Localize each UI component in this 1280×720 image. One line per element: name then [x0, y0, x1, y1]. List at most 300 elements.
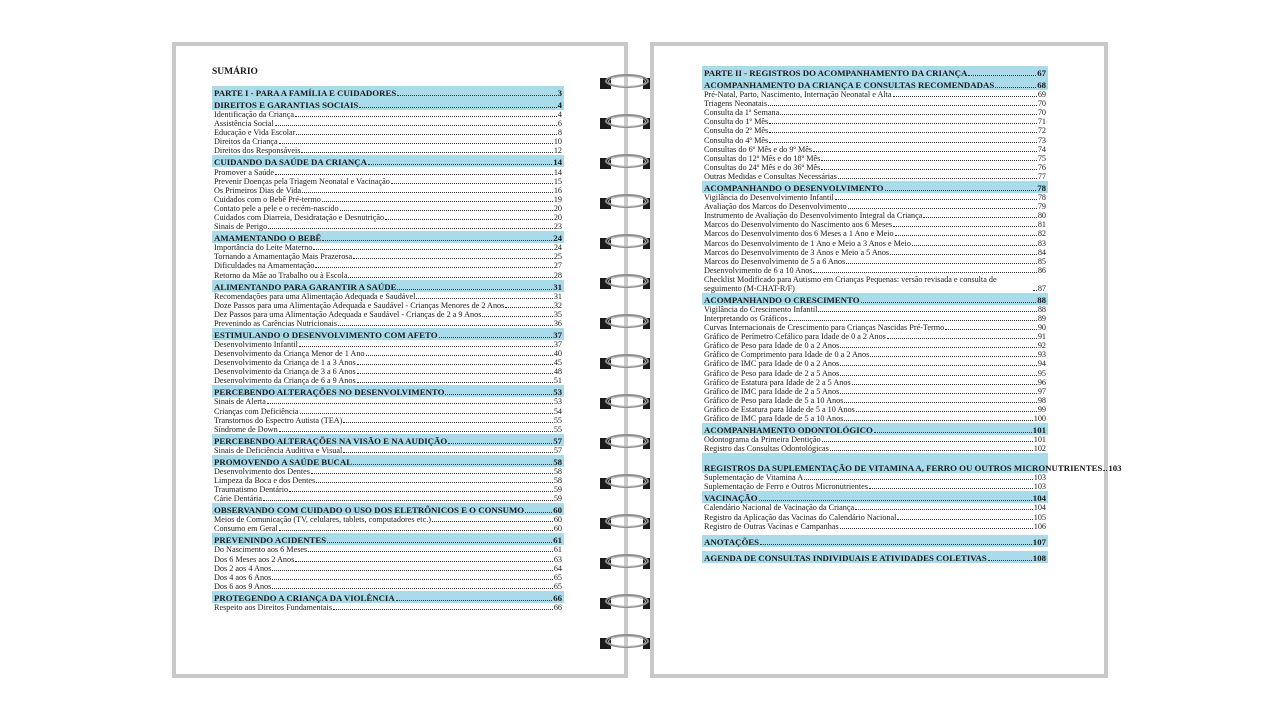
toc-section-direitos-e-garantias-sociais[interactable] — [212, 98, 564, 110]
toc-entry-limpeza-da-boca-e-dos-dentes[interactable] — [212, 476, 564, 485]
dot-leader — [275, 174, 553, 175]
toc-entry-marcos-do-desenvolvimento-do-nascimento-[interactable] — [702, 220, 1048, 229]
toc-page-number: 60 — [553, 524, 562, 534]
toc-page-number: 60 — [553, 515, 562, 525]
dot-leader — [768, 105, 1037, 106]
dot-leader — [840, 393, 1037, 394]
toc-section-registros-da-suplementacao-de-vitamina-a[interactable] — [702, 453, 1122, 474]
toc-section-acompanhando-o-crescimento[interactable] — [702, 293, 1048, 305]
toc-section-percebendo-alteracoes-no-desenvolvimento[interactable] — [212, 385, 564, 397]
toc-entry-title: Triagens Neonatais — [704, 99, 768, 109]
toc-entry-title: Marcos do Desenvolvimento dos 6 Meses a 1 Ano e Meio — [704, 229, 894, 239]
toc-page-number: 4 — [557, 100, 562, 110]
toc-section-observando-com-cuidado-o-uso-dos-eletron[interactable] — [212, 503, 564, 515]
toc-entry-title: Prevenindo as Carências Nutricionais — [214, 318, 338, 328]
toc-entry-triagens-neonatais[interactable] — [702, 99, 1048, 108]
dot-leader — [272, 579, 552, 580]
dot-leader — [912, 245, 1037, 246]
toc-title: SUMÁRIO — [212, 67, 258, 77]
dot-leader — [856, 411, 1037, 412]
toc-entry-title: Cuidados com o Bebê Pré-termo — [214, 194, 321, 204]
dot-leader — [279, 530, 553, 531]
toc-entry-grafico-de-imc-para-idade-de-5-a-10-anos[interactable] — [702, 414, 1048, 423]
toc-entry-title: Registro de Outras Vacinas e Campanhas — [704, 521, 839, 531]
toc-page-number: 27 — [553, 261, 562, 271]
toc-entry-registro-de-outras-vacinas-e-campanhas[interactable] — [702, 522, 1048, 531]
toc-entry-consulta-do-1-mes[interactable] — [702, 117, 1048, 126]
toc-entry-marcos-do-desenvolvimento-de-5-a-6-anos[interactable] — [702, 257, 1048, 266]
toc-entry-title: DIREITOS E GARANTIAS SOCIAIS — [214, 100, 359, 110]
toc-section-promovendo-a-saude-bucal[interactable] — [212, 455, 564, 467]
toc-entry-title: Desenvolvimento de 6 a 10 Anos — [704, 265, 813, 275]
toc-entry-consultas-do-24-mes-e-do-36-mes[interactable] — [702, 163, 1048, 172]
toc-entry-title: Marcos do Desenvolvimento de 3 Anos e Meio a 5 Anos — [704, 247, 890, 257]
spiral-coil — [600, 638, 654, 650]
toc-entry-title: Retorno da Mãe ao Trabalho ou à Escola — [214, 270, 348, 280]
toc-entry-retorno-da-mae-ao-trabalho-ou-a-escola[interactable] — [212, 270, 564, 279]
toc-entry-title: Educação e Vida Escolar — [214, 128, 296, 138]
toc-entry-title: Calendário Nacional de Vacinação da Criança — [704, 503, 855, 513]
toc-entry-title: Consumo em Geral — [214, 524, 278, 534]
dot-leader — [311, 473, 553, 474]
toc-page-number: 4 — [557, 110, 562, 120]
dot-leader — [855, 509, 1033, 510]
toc-section-anotacoes[interactable] — [702, 535, 1048, 547]
toc-entry-direitos-da-crianca[interactable] — [212, 137, 564, 146]
toc-entry-title: Pré-Natal, Parto, Nascimento, Internação Neonatal e Alta — [704, 90, 892, 100]
left-page — [172, 42, 628, 678]
toc-entry-desenvolvimento-da-crianca-menor-de-1-an[interactable] — [212, 349, 564, 358]
dot-leader — [368, 164, 552, 165]
toc-page-number: 32 — [553, 300, 562, 310]
toc-entry-title: Odontograma da Primeira Dentição — [704, 435, 821, 445]
dot-leader — [760, 544, 1032, 545]
toc-entry-title: ACOMPANHAMENTO DA CRIANÇA E CONSULTAS RECOMENDADAS — [704, 80, 995, 90]
toc-entry-consultas-do-6-mes-e-do-9-mes[interactable] — [702, 145, 1048, 154]
toc-page-number: 37 — [553, 339, 562, 349]
dot-leader — [1103, 470, 1107, 471]
toc-entry-grafico-de-estatura-para-idade-de-2-a-5-[interactable] — [702, 378, 1048, 387]
spiral-coil — [600, 78, 654, 90]
toc-entry-do-nascimento-aos-6-meses[interactable] — [212, 545, 564, 554]
toc-page-number: 88 — [1037, 304, 1046, 314]
toc-page-number: 60 — [553, 505, 562, 516]
dot-leader — [818, 311, 1036, 312]
dot-leader — [840, 375, 1037, 376]
toc-entry-dos-6-aos-9-anos[interactable] — [212, 582, 564, 591]
toc-page-number: 6 — [557, 119, 562, 129]
toc-section-acompanhamento-odontologico[interactable] — [702, 423, 1048, 435]
dot-leader — [279, 143, 553, 144]
toc-entry-grafico-de-peso-para-idade-de-5-a-10-ano[interactable] — [702, 396, 1048, 405]
toc-section-acompanhamento-da-crianca-e-consultas-re[interactable] — [702, 78, 1048, 90]
spiral-coil — [600, 198, 654, 210]
toc-entry-grafico-de-imc-para-idade-de-2-a-5-anos[interactable] — [702, 387, 1048, 396]
dot-leader — [874, 432, 1032, 433]
toc-entry-title: Cuidados com Diarreia, Desidratação e Desnutrição — [214, 213, 385, 223]
wire-ring-inner — [608, 516, 646, 527]
toc-page-number: 57 — [553, 435, 562, 446]
toc-entry-grafico-de-imc-para-idade-de-0-a-2-anos[interactable] — [702, 359, 1048, 368]
toc-entry-consumo-em-geral[interactable] — [212, 524, 564, 533]
toc-entry-desenvolvimento-de-6-a-10-anos[interactable] — [702, 266, 1048, 275]
toc-entry-os-primeiros-dias-de-vida[interactable] — [212, 186, 564, 195]
toc-page-number: 72 — [1037, 126, 1046, 136]
toc-entry-desenvolvimento-da-crianca-de-6-a-9-anos[interactable] — [212, 376, 564, 385]
toc-entry-pre-natal-parto-nascimento-internacao-ne[interactable] — [702, 90, 1048, 99]
dot-leader — [848, 208, 1037, 209]
toc-entry-suplementacao-de-ferro-e-outros-micronut[interactable] — [702, 482, 1048, 491]
toc-entry-grafico-de-comprimento-para-idade-de-0-a[interactable] — [702, 350, 1048, 359]
spiral-coil — [600, 518, 654, 530]
toc-entry-grafico-de-perimetro-cefalico-para-idade[interactable] — [702, 332, 1048, 341]
toc-entry-checklist-modificado-para-autismo-em-cri[interactable] — [702, 275, 1048, 293]
spiral-coil — [600, 478, 654, 490]
toc-entry-title: Transtornos do Espectro Autista (TEA) — [214, 415, 343, 425]
dot-leader — [890, 254, 1037, 255]
toc-entry-interpretando-os-graficos[interactable] — [702, 314, 1048, 323]
wire-ring-inner — [608, 636, 646, 647]
toc-entry-carie-dentaria[interactable] — [212, 494, 564, 503]
toc-entry-consulta-do-4-mes[interactable] — [702, 135, 1048, 144]
toc-entry-suplementacao-de-vitamina-a[interactable] — [702, 473, 1048, 482]
toc-entry-meios-de-comunicacao-tv-celulares-tablet[interactable] — [212, 515, 564, 524]
toc-page-number: 20 — [553, 203, 562, 213]
toc-entry-grafico-de-peso-para-idade-de-2-a-5-anos[interactable] — [702, 368, 1048, 377]
toc-entry-curvas-internacionais-de-crescimento-par[interactable] — [702, 323, 1048, 332]
dot-leader — [846, 263, 1037, 264]
toc-entry-assistencia-social[interactable] — [212, 119, 564, 128]
toc-entry-contato-pele-a-pele-e-o-recem-nascido[interactable] — [212, 204, 564, 213]
dot-leader — [505, 307, 552, 308]
toc-page-number: 103 — [1108, 463, 1122, 474]
toc-entry-title: Checklist Modificado para Autismo em Crianças Pequenas: versão revisada e consulta de seguimento (M-CHAT-R/F) — [704, 274, 997, 293]
toc-page-number: 96 — [1037, 377, 1046, 387]
toc-page-number: 53 — [553, 387, 562, 398]
toc-entry-title: Crianças com Deficiência — [214, 406, 299, 416]
toc-page-number: 99 — [1037, 404, 1046, 414]
dot-leader — [322, 201, 553, 202]
toc-page-number: 67 — [1037, 68, 1046, 78]
toc-page-number: 55 — [553, 415, 562, 425]
toc-page-number: 100 — [1033, 414, 1046, 423]
toc-page-number: 14 — [553, 167, 562, 177]
toc-page-number: 31 — [553, 291, 562, 301]
toc-entry-title: Marcos do Desenvolvimento de 5 a 6 Anos — [704, 256, 846, 266]
dot-leader — [343, 452, 553, 453]
dot-leader — [333, 609, 553, 610]
toc-entry-title: Consulta do 1º Mês — [704, 117, 769, 127]
toc-section-cuidando-da-saude-da-crianca[interactable] — [212, 155, 564, 167]
toc-entry-grafico-de-estatura-para-idade-de-5-a-10[interactable] — [702, 405, 1048, 414]
wire-ring-inner — [608, 276, 646, 287]
dot-leader — [968, 75, 1036, 76]
toc-entry-title: Dos 2 aos 4 Anos — [214, 563, 272, 573]
toc-page-number: 64 — [553, 563, 562, 573]
toc-page-number: 23 — [553, 222, 562, 232]
toc-page-number: 45 — [553, 358, 562, 368]
toc-entry-respeito-aos-direitos-fundamentais[interactable] — [212, 603, 564, 612]
toc-entry-title: Sinais de Deficiência Auditiva e Visual — [214, 445, 343, 455]
toc-page-number: 84 — [1037, 247, 1046, 257]
toc-entry-title: Registro da Aplicação das Vacinas do Calendário Nacional — [704, 512, 897, 522]
toc-entry-desenvolvimento-da-crianca-de-3-a-6-anos[interactable] — [212, 367, 564, 376]
toc-entry-title: Dez Passos para uma Alimentação Adequada e Saudável - Crianças de 2 a 9 Anos — [214, 309, 482, 319]
toc-entry-identificacao-da-crianca[interactable] — [212, 110, 564, 119]
toc-page-number: 78 — [1037, 182, 1046, 193]
toc-entry-dos-4-aos-6-anos[interactable] — [212, 573, 564, 582]
dot-leader — [861, 302, 1037, 303]
dot-leader — [357, 373, 553, 374]
toc-entry-title: ESTIMULANDO O DESENVOLVIMENTO COM AFETO — [214, 329, 438, 340]
dot-leader — [482, 316, 552, 317]
toc-entry-tornando-a-amamentacao-mais-prazerosa[interactable] — [212, 252, 564, 261]
dot-leader — [289, 491, 553, 492]
toc-entry-title: ACOMPANHANDO O DESENVOLVIMENTO — [704, 182, 884, 193]
toc-entry-title: Doze Passos para uma Alimentação Adequada e Saudável - Crianças Menores de 2 Anos — [214, 300, 505, 310]
dot-leader — [840, 347, 1037, 348]
dot-leader — [308, 551, 553, 552]
right-toc-rows — [702, 66, 1122, 563]
dot-leader — [525, 512, 552, 513]
dot-leader — [821, 160, 1037, 161]
dot-leader — [893, 226, 1037, 227]
toc-entry-consultas-do-12-mes-e-do-18-mes[interactable] — [702, 154, 1048, 163]
dot-leader — [813, 272, 1036, 273]
dot-leader — [267, 403, 553, 404]
toc-section-vacinacao[interactable] — [702, 491, 1048, 503]
toc-entry-title: ANOTAÇÕES — [704, 536, 760, 547]
toc-entry-cuidados-com-diarreia-desidratacao-e-des[interactable] — [212, 213, 564, 222]
dot-leader — [821, 169, 1037, 170]
toc-entry-desenvolvimento-dos-dentes[interactable] — [212, 467, 564, 476]
toc-page-number: 63 — [553, 554, 562, 564]
dot-leader — [1033, 290, 1037, 291]
toc-entry-promover-a-saude[interactable] — [212, 167, 564, 176]
dot-leader — [353, 258, 553, 259]
toc-entry-registro-das-consultas-odontologicas[interactable] — [702, 444, 1048, 453]
toc-entry-title: Meios de Comunicação (TV, celulares, tablets, computadores etc.) — [214, 515, 431, 525]
toc-section-acompanhando-o-desenvolvimento[interactable] — [702, 181, 1048, 193]
toc-page-number: 65 — [553, 572, 562, 582]
toc-entry-doze-passos-para-uma-alimentacao-adequad[interactable] — [212, 301, 564, 310]
dot-leader — [840, 365, 1037, 366]
dot-leader — [385, 219, 553, 220]
toc-entry-vigilancia-do-desenvolvimento-infantil[interactable] — [702, 193, 1048, 202]
toc-entry-educacao-e-vida-escolar[interactable] — [212, 128, 564, 137]
toc-entry-sinais-de-deficiencia-auditiva-e-visual[interactable] — [212, 446, 564, 455]
toc-page-number: 3 — [557, 88, 562, 98]
toc-section-protegendo-a-crianca-da-violencia[interactable] — [212, 591, 564, 603]
toc-page-number: 92 — [1037, 341, 1046, 351]
toc-section-prevenindo-acidentes[interactable] — [212, 533, 564, 545]
toc-entry-title: Vigilância do Desenvolvimento Infantil — [704, 193, 834, 203]
wire-ring-inner — [608, 236, 646, 247]
dot-leader — [844, 402, 1036, 403]
wire-ring-inner — [608, 436, 646, 447]
toc-entry-prevenindo-as-carencias-nutricionais[interactable] — [212, 319, 564, 328]
toc-entry-title: Consultas do 12º Mês e do 18º Mês — [704, 153, 821, 163]
toc-entry-title: Consulta do 2º Mês — [704, 126, 769, 136]
dot-leader — [869, 488, 1033, 489]
toc-entry-sinais-de-perigo[interactable] — [212, 222, 564, 231]
toc-entry-sindrome-de-down[interactable] — [212, 425, 564, 434]
toc-page-number: 25 — [553, 252, 562, 262]
toc-entry-dos-2-aos-4-anos[interactable] — [212, 564, 564, 573]
toc-entry-title: Os Primeiros Dias de Vida — [214, 185, 302, 195]
toc-entry-title: ACOMPANHANDO O CRESCIMENTO — [704, 294, 860, 305]
toc-entry-direitos-dos-responsaveis[interactable] — [212, 146, 564, 155]
dot-leader — [301, 152, 552, 153]
toc-page-number: 98 — [1037, 395, 1046, 405]
toc-entry-title: Desenvolvimento da Criança de 6 a 9 Anos — [214, 376, 356, 386]
toc-section-amamentando-o-bebe[interactable] — [212, 231, 564, 243]
toc-entry-title: Dos 6 Meses aos 2 Anos — [214, 554, 295, 564]
toc-entry-outras-medidas-e-consultas-necessarias[interactable] — [702, 172, 1048, 181]
toc-entry-grafico-de-peso-para-idade-de-0-a-2-anos[interactable] — [702, 341, 1048, 350]
wire-ring-inner — [608, 596, 646, 607]
toc-entry-title: Consulta do 4º Mês — [704, 135, 769, 145]
dot-leader — [322, 240, 552, 241]
toc-entry-instrumento-de-avaliacao-do-desenvolvime[interactable] — [702, 211, 1048, 220]
toc-entry-title: PREVENINDO ACIDENTES — [214, 535, 327, 546]
spiral-coil — [600, 158, 654, 170]
wire-ring-inner — [608, 156, 646, 167]
toc-page-number: 61 — [553, 545, 562, 555]
toc-page-number: 15 — [553, 176, 562, 186]
toc-entry-title: Dos 4 aos 6 Anos — [214, 572, 272, 582]
toc-entry-cuidados-com-o-bebe-pre-termo[interactable] — [212, 195, 564, 204]
toc-entry-title: Sinais de Perigo — [214, 222, 268, 232]
toc-entry-traumatismo-dentario[interactable] — [212, 485, 564, 494]
toc-section-percebendo-alteracoes-na-visao-e-na-audi[interactable] — [212, 434, 564, 446]
toc-page-number: 59 — [553, 494, 562, 504]
toc-page-number: 35 — [553, 309, 562, 319]
toc-page-number: 66 — [553, 592, 562, 603]
toc-page-number: 104 — [1033, 503, 1046, 513]
toc-entry-title: Gráfico de IMC para Idade de 2 a 5 Anos — [704, 386, 840, 396]
toc-entry-title: Direitos da Criança — [214, 137, 278, 147]
toc-section-parte-i-para-a-familia-e-cuidadores[interactable] — [212, 86, 564, 98]
dot-leader — [988, 560, 1032, 561]
toc-entry-consulta-da-1-semana[interactable] — [702, 108, 1048, 117]
toc-entry-desenvolvimento-da-crianca-de-1-a-3-anos[interactable] — [212, 358, 564, 367]
toc-entry-title: Dos 6 aos 9 Anos — [214, 581, 272, 591]
toc-entry-title: Contato pele a pele e o recém-nascido — [214, 203, 339, 213]
toc-entry-title: Desenvolvimento da Criança de 3 a 6 Anos — [214, 367, 356, 377]
toc-page-number: 59 — [553, 485, 562, 495]
toc-entry-title: Consultas do 6º Mês e do 9º Mês — [704, 144, 813, 154]
wire-ring-inner — [608, 396, 646, 407]
toc-entry-registro-da-aplicacao-das-vacinas-do-cal[interactable] — [702, 512, 1048, 521]
toc-entry-odontograma-da-primeira-denticao[interactable] — [702, 435, 1048, 444]
toc-page-number: 66 — [553, 602, 562, 612]
wire-ring-inner — [608, 476, 646, 487]
dot-leader — [316, 482, 553, 483]
toc-entry-title: Assistência Social — [214, 119, 274, 129]
toc-entry-vigilancia-do-crescimento-infantil[interactable] — [702, 305, 1048, 314]
toc-page-number: 68 — [1037, 80, 1046, 90]
toc-entry-recomendacoes-para-uma-alimentacao-adequ[interactable] — [212, 292, 564, 301]
wire-ring-inner — [608, 356, 646, 367]
toc-entry-avaliacao-dos-marcos-do-desenvolvimento[interactable] — [702, 202, 1048, 211]
toc-entry-title: Promover a Saúde — [214, 167, 275, 177]
dot-leader — [445, 394, 552, 395]
dot-leader — [397, 95, 556, 96]
toc-entry-marcos-do-desenvolvimento-dos-6-meses-a-[interactable] — [702, 229, 1048, 238]
dot-leader — [887, 338, 1037, 339]
toc-page-number: 95 — [1037, 368, 1046, 378]
toc-entry-title: PERCEBENDO ALTERAÇÕES NO DESENVOLVIMENTO — [214, 387, 445, 398]
dot-leader — [769, 123, 1037, 124]
toc-entry-calendario-nacional-de-vacinacao-da-cria[interactable] — [702, 503, 1048, 512]
toc-entry-title: Outras Medidas e Consultas Necessárias — [704, 171, 837, 181]
toc-section-alimentando-para-garantir-a-saude[interactable] — [212, 280, 564, 292]
toc-entry-title: Gráfico de Perímetro Cefálico para Idade de 0 a 2 Anos — [704, 332, 886, 342]
toc-entry-dificuldades-na-amamentacao[interactable] — [212, 261, 564, 270]
toc-entry-title: Desenvolvimento Infantil — [214, 339, 298, 349]
toc-entry-importancia-do-leite-materno[interactable] — [212, 243, 564, 252]
dot-leader — [313, 249, 552, 250]
toc-page-number: 40 — [553, 349, 562, 359]
dot-leader — [272, 570, 552, 571]
toc-page-number: 14 — [553, 157, 562, 168]
dot-leader — [769, 142, 1037, 143]
toc-page-number: 16 — [553, 185, 562, 195]
toc-entry-title: Limpeza da Boca e dos Dentes — [214, 476, 316, 485]
dot-leader — [893, 96, 1037, 97]
toc-entry-dos-6-meses-aos-2-anos[interactable] — [212, 554, 564, 563]
toc-entry-title: AMAMENTANDO O BEBÊ — [214, 233, 322, 244]
toc-entry-title: Prevenir Doenças pela Triagem Neonatal e Vacinação — [214, 176, 390, 186]
toc-entry-title: Tornando a Amamentação Mais Prazerosa — [214, 252, 353, 262]
wire-ring-inner — [608, 316, 646, 327]
dot-leader — [852, 384, 1037, 385]
toc-section-agenda-de-consultas-individuais-e-ativid[interactable] — [702, 551, 1048, 563]
toc-entry-marcos-do-desenvolvimento-de-1-ano-e-mei[interactable] — [702, 238, 1048, 247]
dot-leader — [338, 325, 553, 326]
toc-section-estimulando-o-desenvolvimento-com-afeto[interactable] — [212, 328, 564, 340]
dot-leader — [357, 382, 553, 383]
toc-page-number: 70 — [1037, 99, 1046, 109]
toc-entry-title: Instrumento de Avaliação do Desenvolvimento Integral da Criança — [704, 211, 923, 221]
toc-entry-dez-passos-para-uma-alimentacao-adequada[interactable] — [212, 310, 564, 319]
dot-leader — [391, 183, 553, 184]
toc-entry-title: CUIDANDO DA SAÚDE DA CRIANÇA — [214, 157, 367, 168]
toc-entry-marcos-do-desenvolvimento-de-3-anos-e-me[interactable] — [702, 248, 1048, 257]
toc-entry-title: PARTE I - PARA A FAMÍLIA E CUIDADORES — [214, 88, 397, 98]
toc-entry-desenvolvimento-infantil[interactable] — [212, 340, 564, 349]
wire-ring-inner — [608, 556, 646, 567]
toc-entry-criancas-com-deficiencia[interactable] — [212, 406, 564, 415]
toc-section-parte-ii-registros-do-acompanhamento-da-[interactable] — [702, 66, 1048, 78]
dot-leader — [830, 450, 1033, 451]
toc-entry-prevenir-doencas-pela-triagem-neonatal-e[interactable] — [212, 177, 564, 186]
dot-leader — [844, 420, 1032, 421]
toc-page-number: 24 — [553, 233, 562, 244]
toc-entry-title: Curvas Internacionais de Crescimento para Crianças Nascidas Pré-Termo — [704, 323, 945, 333]
toc-entry-consulta-do-2-mes[interactable] — [702, 126, 1048, 135]
toc-entry-transtornos-do-espectro-autista-tea[interactable] — [212, 416, 564, 425]
spiral-coil — [600, 438, 654, 450]
dot-leader — [439, 337, 553, 338]
toc-entry-title: Respeito aos Direitos Fundamentais — [214, 602, 333, 612]
wire-ring-inner — [608, 116, 646, 127]
toc-page-number: 86 — [1037, 265, 1046, 275]
toc-entry-title: Gráfico de IMC para Idade de 0 a 2 Anos — [704, 359, 840, 369]
toc-entry-title: Consulta da 1ª Semana — [704, 108, 780, 118]
toc-entry-sinais-de-alerta[interactable] — [212, 397, 564, 406]
